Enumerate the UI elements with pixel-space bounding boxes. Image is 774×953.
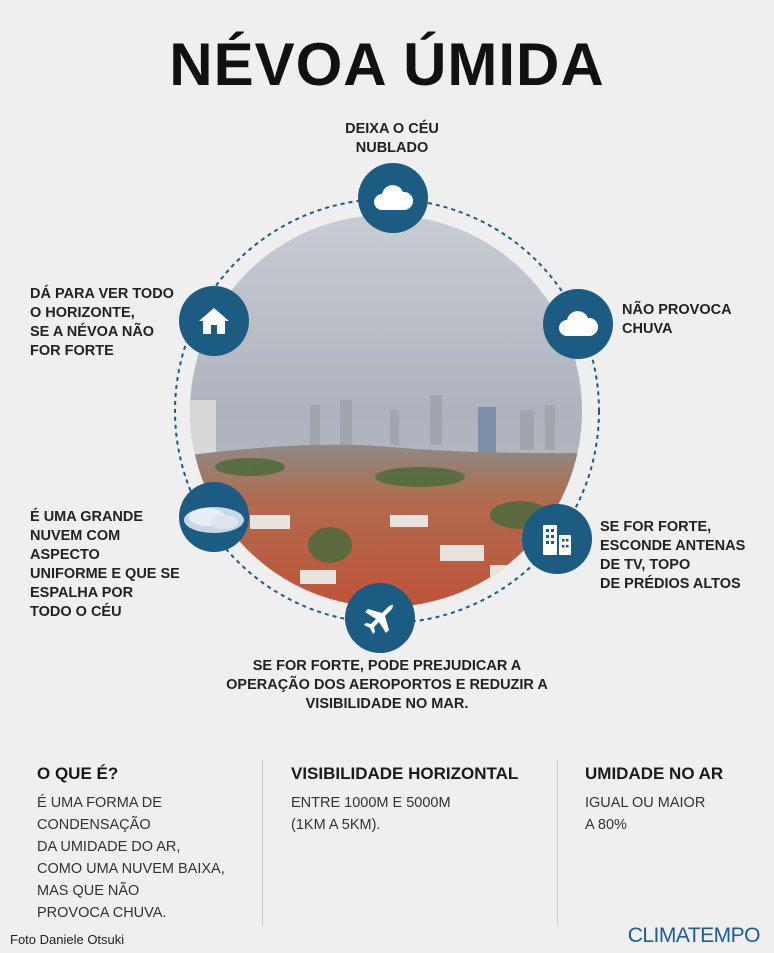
- airplane-icon: [345, 583, 415, 653]
- info-heading-visibility: VISIBILIDADE HORIZONTAL: [291, 764, 519, 783]
- info-text-what-is: É UMA FORMA DE CONDENSAÇÃO DA UMIDADE DO AR, COMO UMA NUVEM BAIXA, MAS QUE NÃO PROVOCA CHUVA.: [37, 795, 225, 921]
- label-lower-left: É UMA GRANDE NUVEM COM ASPECTO UNIFORME E QUE SE ESPALHA POR TODO O CÉU: [30, 509, 180, 620]
- cloud-icon: [358, 163, 428, 233]
- info-heading-humidity: UMIDADE NO AR: [585, 764, 724, 783]
- label-top: DEIXA O CÉU NUBLADO: [345, 121, 439, 156]
- brand-logo: CLIMATEMPO: [627, 924, 760, 947]
- info-heading-what-is: O QUE É?: [37, 764, 119, 783]
- cloud-icon-rain: [543, 289, 613, 359]
- label-bottom: SE FOR FORTE, PODE PREJUDICAR A OPERAÇÃO DOS AEROPORTOS E REDUZIR A VISIBILIDADE NO MAR.: [226, 658, 548, 712]
- label-upper-left: DÁ PARA VER TODO O HORIZONTE, SE A NÉVOA NÃO FOR FORTE: [30, 286, 174, 359]
- info-text-humidity: IGUAL OU MAIOR A 80%: [585, 795, 706, 833]
- label-lower-right: SE FOR FORTE, ESCONDE ANTENAS DE TV, TOPO DE PRÉDIOS ALTOS: [600, 519, 746, 592]
- column-divider: [557, 760, 558, 926]
- page-title: NÉVOA ÚMIDA: [169, 31, 605, 98]
- column-divider: [262, 760, 263, 926]
- photo-credit: Foto Daniele Otsuki: [10, 932, 125, 947]
- label-upper-right: NÃO PROVOCA CHUVA: [622, 302, 732, 337]
- buildings-icon: [522, 504, 592, 574]
- info-text-visibility: ENTRE 1000M E 5000M (1KM A 5KM).: [291, 795, 451, 833]
